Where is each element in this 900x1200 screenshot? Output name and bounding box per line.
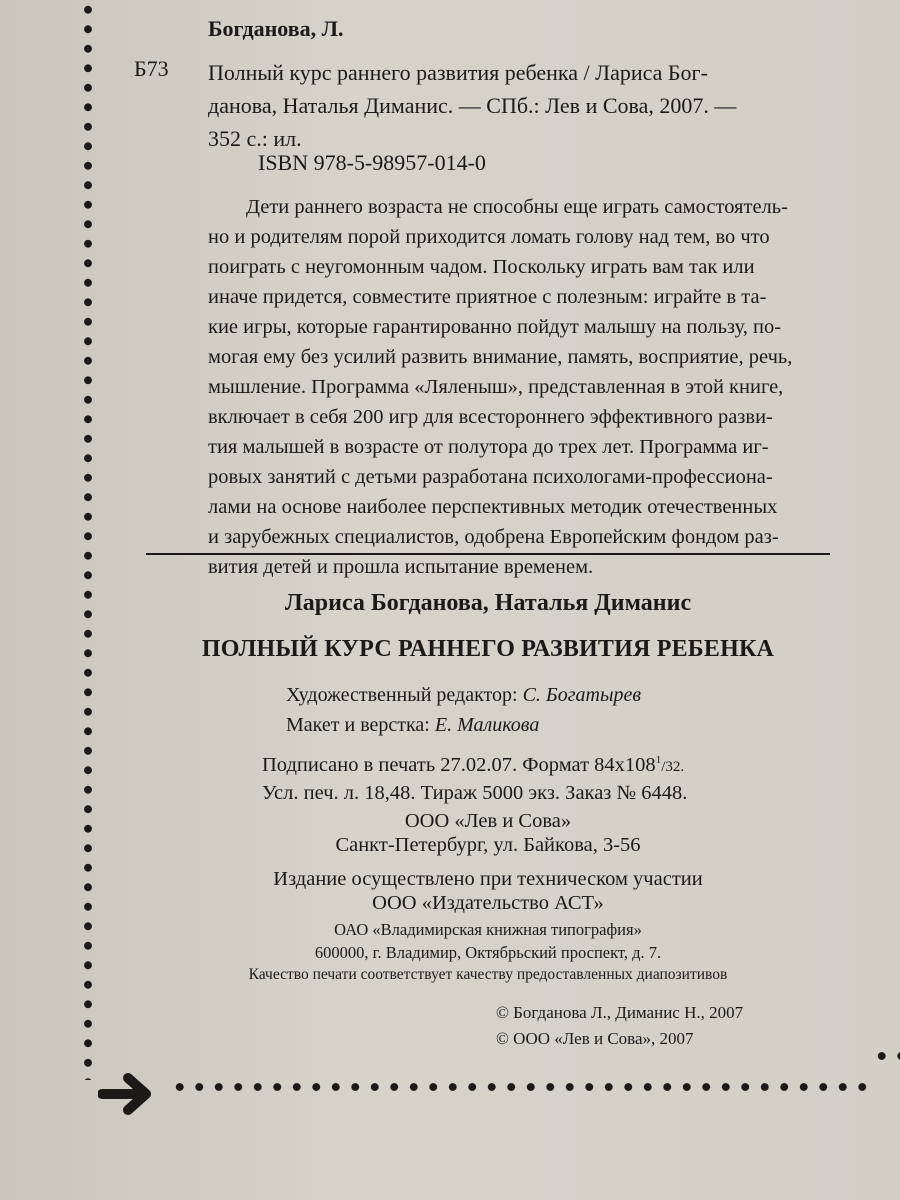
layout-credit <box>286 714 539 737</box>
abstract-line: вития детей и прошла испытание временем. <box>208 556 594 578</box>
abstract-line: ровых занятий с детьми разработана психологами-профессиона- <box>208 466 773 488</box>
format-sup: 1 <box>655 754 662 767</box>
print-quality: Качество печати соответствует качеству предоставленных диапозитивов <box>248 966 728 983</box>
art-editor-label: Художественный редактор: <box>286 684 518 706</box>
bib-line: 352 с.: ил. <box>208 126 302 151</box>
publisher: ООО «Лев и Сова» <box>404 810 572 832</box>
isbn: ISBN 978-5-98957-014-0 <box>258 150 486 175</box>
signed-text: Подписано в печать 27.02.07. Формат 84x108 <box>262 754 656 776</box>
divider <box>146 553 830 555</box>
copyright-authors: © Богданова Л., Диманис Н., 2007 <box>496 1003 744 1022</box>
signed-line <box>262 754 684 777</box>
dotted-border-right <box>872 1048 900 1064</box>
abstract <box>208 192 838 582</box>
abstract-line: но и родителям порой приходится ломать голову над тем, во что <box>208 226 770 248</box>
abstract-line: и зарубежных специалистов, одобрена Европейским фондом раз- <box>208 526 779 548</box>
dotted-border-horizontal <box>170 1079 870 1095</box>
layout-label: Макет и верстка: <box>286 714 430 736</box>
catalog-code: Б73 <box>134 56 169 81</box>
publisher-address: Санкт-Петербург, ул. Байкова, 3-56 <box>335 834 641 856</box>
art-editor-name: С. Богатырев <box>522 684 642 706</box>
abstract-line: тия малышей в возрасте от полутора до трех лет. Программа иг- <box>208 436 769 458</box>
printer: ОАО «Владимирская книжная типография» <box>334 920 642 939</box>
abstract-line: лами на основе наиболее перспективных методик отечественных <box>208 496 778 518</box>
tech-line-1: Издание осуществлено при техническом участии <box>273 868 703 890</box>
abstract-line: мышление. Программа «Ляленыш», представленная в этой книге, <box>208 376 784 398</box>
printer-address: 600000, г. Владимир, Октябрьский проспект, д. 7. <box>314 943 662 962</box>
print-line: Усл. печ. л. 18,48. Тираж 5000 экз. Заказ № 6448. <box>262 782 688 804</box>
bib-line: Полный курс раннего развития ребенка / Лариса Бог- <box>208 60 708 85</box>
format-sub: /32. <box>661 759 685 775</box>
catalog-author: Богданова, Л. <box>208 16 344 41</box>
abstract-line: Дети раннего возраста не способны еще играть самостоятель- <box>246 196 788 218</box>
abstract-line: могая ему без усилий развить внимание, память, восприятие, речь, <box>208 346 793 368</box>
bibliographic-record <box>208 56 838 155</box>
arrow-right-icon <box>98 1068 162 1120</box>
abstract-line: кие игры, которые гарантированно пойдут малышу на пользу, по- <box>208 316 782 338</box>
abstract-line: включает в себя 200 игр для всестороннего эффективного разви- <box>208 406 773 428</box>
dotted-border-vertical <box>80 0 96 1080</box>
tech-line-2: ООО «Издательство АСТ» <box>372 892 604 914</box>
abstract-line: иначе придется, совместите приятное с полезным: играйте в та- <box>208 286 767 308</box>
bib-line: данова, Наталья Диманис. — СПб.: Лев и Сова, 2007. — <box>208 93 737 118</box>
abstract-line: поиграть с неугомонным чадом. Поскольку играть вам так или <box>208 256 755 278</box>
layout-name: Е. Маликова <box>434 714 540 736</box>
imprint-authors: Лариса Богданова, Наталья Диманис <box>284 590 692 616</box>
copyright-publisher: © ООО «Лев и Сова», 2007 <box>496 1029 694 1048</box>
imprint-title: ПОЛНЫЙ КУРС РАННЕГО РАЗВИТИЯ РЕБЕНКА <box>201 636 775 662</box>
art-editor-credit <box>286 684 641 707</box>
